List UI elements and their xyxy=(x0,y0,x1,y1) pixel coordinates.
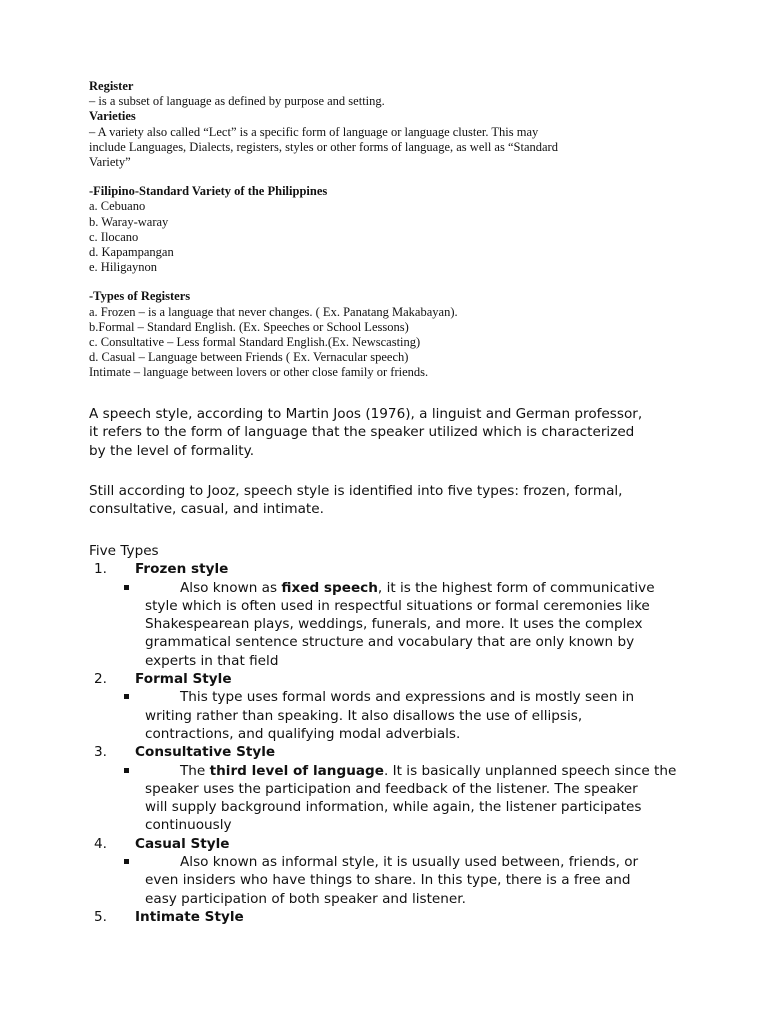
register-heading: Register xyxy=(89,79,134,93)
description-line: easy participation of both speaker and listener. xyxy=(145,890,466,907)
bold-term: fixed speech xyxy=(281,579,378,596)
register-type-item: Intimate – language between lovers or other close family or friends. xyxy=(89,365,429,380)
paragraph-line: it refers to the form of language that the speaker utilized which is characterized xyxy=(89,424,635,441)
type-item-heading xyxy=(89,670,699,688)
square-bullet-icon xyxy=(124,585,129,590)
description-line: speaker uses the participation and feedback of the listener. The speaker xyxy=(145,780,638,797)
type-description xyxy=(89,688,699,743)
filipino-item: a. Cebuano xyxy=(89,199,146,214)
square-bullet-icon xyxy=(124,859,129,864)
varieties-line: – A variety also called “Lect” is a specific form of language or language cluster. This may xyxy=(89,124,539,139)
item-number: 4. xyxy=(94,835,107,852)
description-line xyxy=(145,579,699,597)
item-number: 1. xyxy=(94,561,107,578)
filipino-heading: -Filipino-Standard Variety of the Philippines xyxy=(89,184,328,199)
five-types-section xyxy=(89,542,699,926)
type-description xyxy=(89,762,699,835)
speech-style-paragraph xyxy=(89,405,699,460)
square-bullet-icon xyxy=(124,768,129,773)
description-text: . It is basically unplanned speech since the xyxy=(384,762,677,779)
register-type-item: d. Casual – Language between Friends ( Ex. Vernacular speech) xyxy=(89,350,409,365)
type-description xyxy=(89,579,699,670)
paragraph-line: Still according to Jooz, speech style is identified into five types: frozen, formal, xyxy=(89,483,623,499)
types-registers-heading: -Types of Registers xyxy=(89,289,191,304)
paragraph-line: A speech style, according to Martin Joos (1976), a linguist and German professor, xyxy=(89,406,643,422)
item-title: Casual Style xyxy=(135,835,230,852)
paragraph-line: consultative, casual, and intimate. xyxy=(89,501,324,518)
item-title: Intimate Style xyxy=(135,908,244,925)
description-text: Also known as xyxy=(180,579,282,596)
item-number: 3. xyxy=(94,744,107,761)
varieties-line: include Languages, Dialects, registers, styles or other forms of language, as well as “Standard xyxy=(89,139,558,154)
type-item-heading xyxy=(89,835,699,853)
bold-term: third level of language xyxy=(209,762,384,779)
description-line: Shakespearean plays, weddings, funerals, and more. It uses the complex xyxy=(145,616,643,633)
description-line: style which is often used in respectful situations or formal ceremonies like xyxy=(145,597,650,614)
item-number: 2. xyxy=(94,671,107,688)
spacer xyxy=(89,275,689,289)
description-text: , it is the highest form of communicative xyxy=(377,579,655,596)
description-line: writing rather than speaking. It also disallows the use of ellipsis, xyxy=(145,707,583,724)
jooz-paragraph xyxy=(89,482,699,519)
register-definition: – is a subset of language as defined by purpose and setting. xyxy=(89,94,385,109)
description-line: experts in that field xyxy=(145,652,279,669)
register-type-item: c. Consultative – Less formal Standard English.(Ex. Newscasting) xyxy=(89,335,421,350)
square-bullet-icon xyxy=(124,694,129,699)
filipino-item: b. Waray-waray xyxy=(89,214,169,229)
spacer xyxy=(89,170,689,184)
register-type-item: a. Frozen – is a language that never changes. ( Ex. Panatang Makabayan). xyxy=(89,304,458,319)
filipino-item: c. Ilocano xyxy=(89,229,139,244)
item-number: 5. xyxy=(94,908,107,925)
description-line xyxy=(145,762,699,780)
description-line: Also known as informal style, it is usually used between, friends, or xyxy=(180,854,639,871)
type-description xyxy=(89,853,699,908)
description-text: The xyxy=(180,762,210,779)
description-line: grammatical sentence structure and vocabulary that are only known by xyxy=(145,634,635,651)
type-item-heading xyxy=(89,560,699,578)
item-title: Consultative Style xyxy=(135,744,276,761)
description-line: This type uses formal words and expressions and is mostly seen in xyxy=(180,689,635,706)
type-item-heading xyxy=(89,743,699,761)
item-title: Frozen style xyxy=(135,561,229,578)
description-line: even insiders who have things to share. In this type, there is a free and xyxy=(145,872,631,889)
register-type-item: b.Formal – Standard English. (Ex. Speeches or School Lessons) xyxy=(89,319,409,334)
varieties-heading: Varieties xyxy=(89,109,136,124)
description-line: contractions, and qualifying modal adverbials. xyxy=(145,725,461,742)
description-line: will supply background information, while again, the listener participates xyxy=(145,799,642,816)
description-line: continuously xyxy=(145,817,232,834)
item-title: Formal Style xyxy=(135,671,232,688)
type-item-heading xyxy=(89,908,699,926)
five-types-heading: Five Types xyxy=(89,543,159,559)
paragraph-line: by the level of formality. xyxy=(89,442,255,459)
filipino-item: e. Hiligaynon xyxy=(89,260,158,275)
notes-section xyxy=(89,79,689,381)
varieties-line: Variety” xyxy=(89,155,131,170)
filipino-item: d. Kapampangan xyxy=(89,245,174,260)
